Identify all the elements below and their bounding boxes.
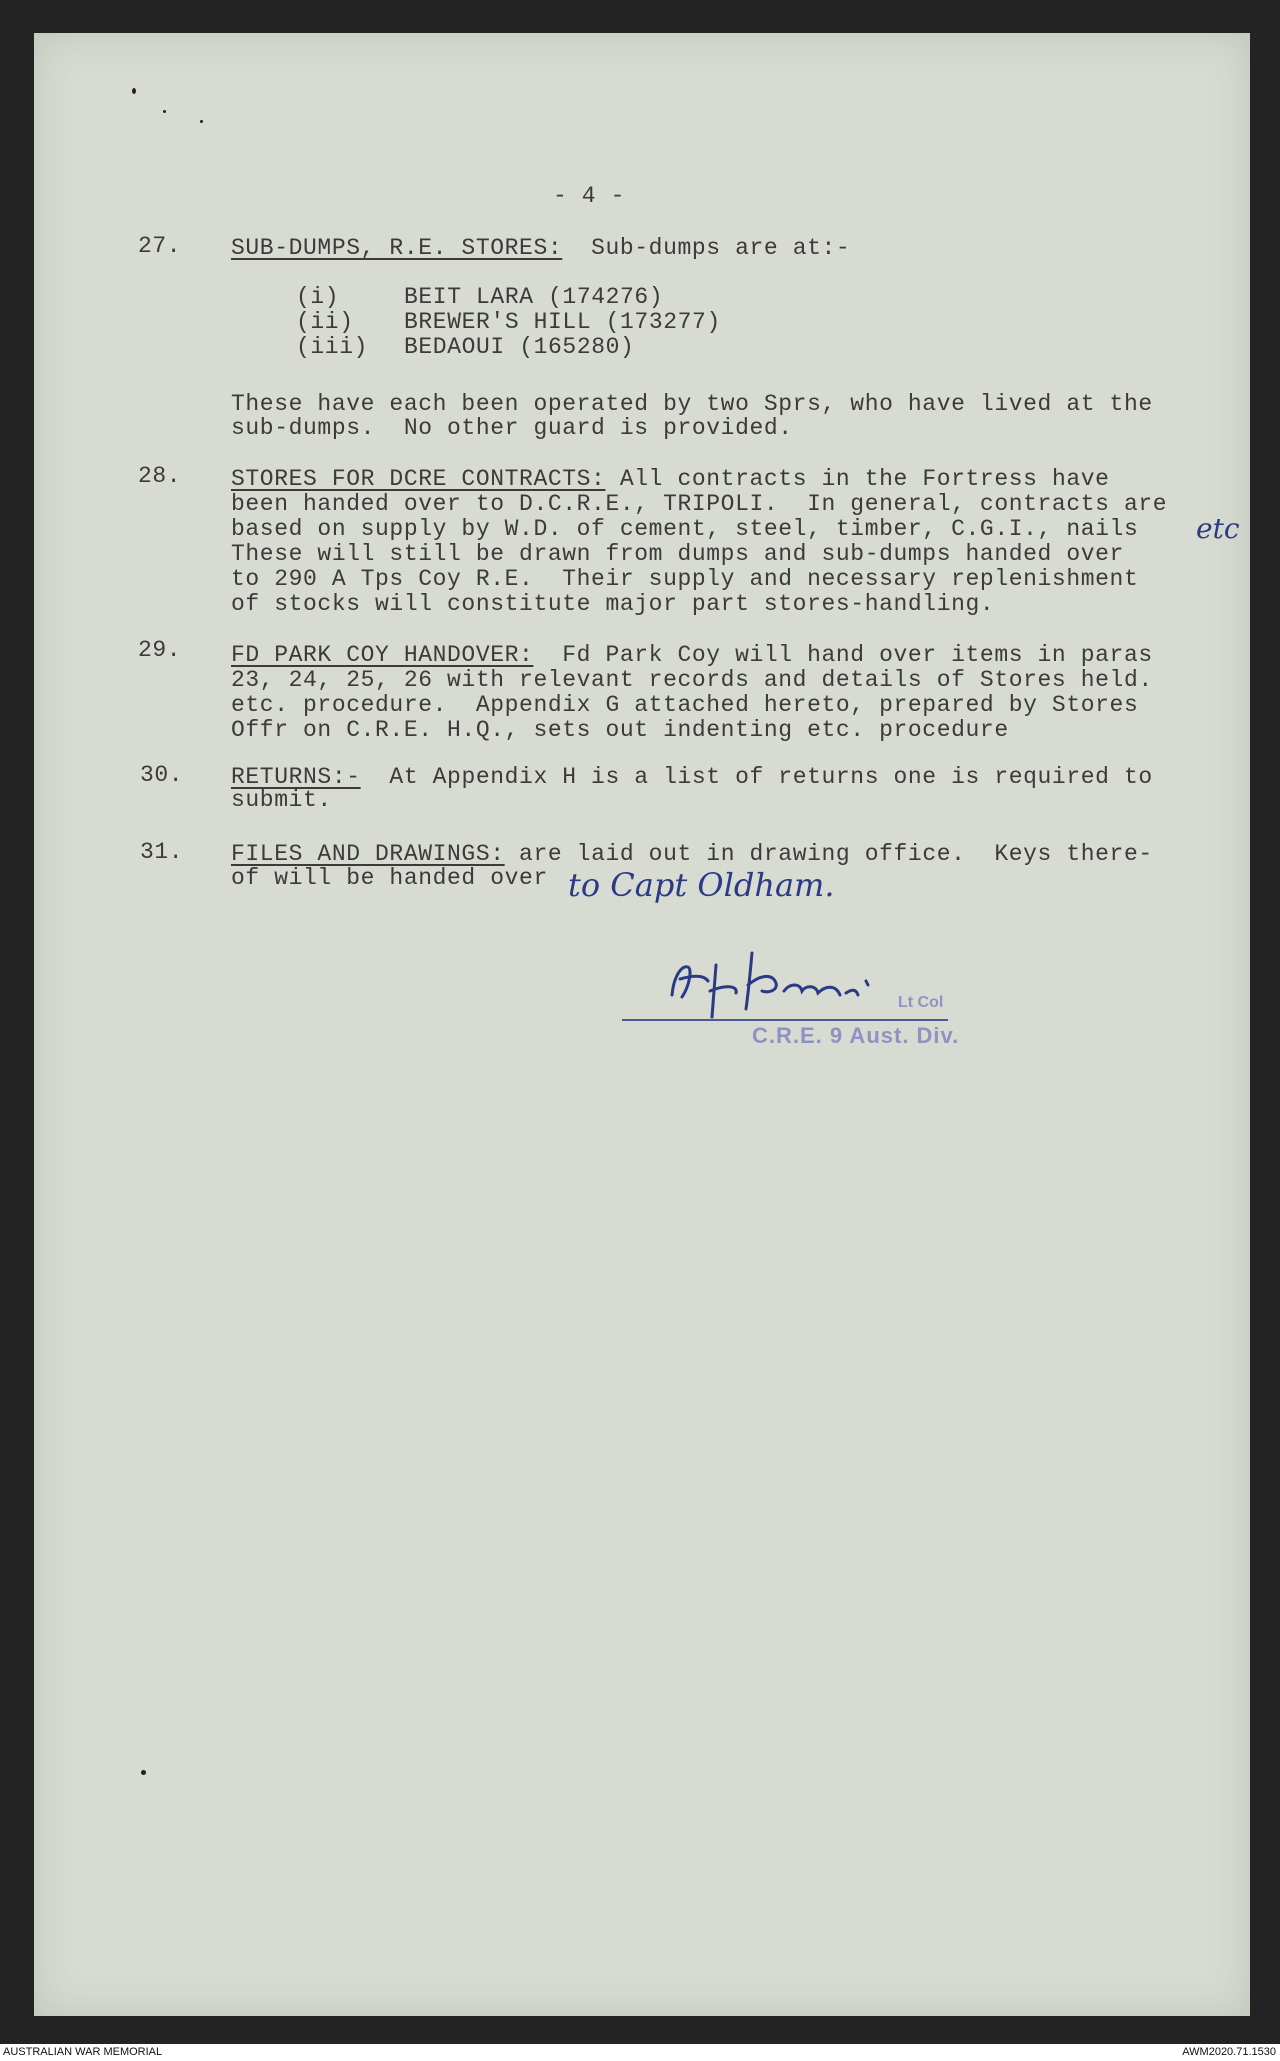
- paper-speck: [163, 110, 166, 113]
- footer-bar: [0, 2044, 1280, 2061]
- paragraph-heading: RETURNS:-: [231, 764, 361, 790]
- handwritten-note: etc: [1196, 512, 1240, 545]
- body-line: submit.: [231, 787, 332, 813]
- paragraph-lead: Sub-dumps are at:-: [562, 235, 851, 261]
- paragraph-30-line: [231, 765, 1153, 790]
- signature-line: [622, 1019, 948, 1021]
- paragraph-number: 27.: [138, 233, 182, 259]
- list-item-index: (ii): [296, 309, 354, 335]
- list-item-text: BREWER'S HILL (173277): [404, 309, 721, 335]
- paragraph-lead: All contracts in the Fortress have: [605, 466, 1110, 492]
- paragraph-31-line: [231, 842, 1153, 867]
- paragraph-number: 29.: [138, 637, 182, 663]
- paragraph-28-line: [231, 467, 1110, 492]
- body-line: These will still be drawn from dumps and sub-dumps handed over: [231, 541, 1124, 567]
- signature-mark: [660, 945, 900, 1025]
- paragraph-lead: At Appendix H is a list of returns one is required to: [360, 764, 1153, 790]
- unit-stamp: C.R.E. 9 Aust. Div.: [752, 1023, 960, 1048]
- paper-speck: [132, 88, 136, 94]
- page-number: - 4 -: [553, 183, 626, 209]
- footer-accession-number: AWM2020.71.1530: [1182, 2046, 1276, 2058]
- body-line: 23, 24, 25, 26 with relevant records and details of Stores held.: [231, 667, 1153, 693]
- list-item-index: (i): [296, 284, 340, 310]
- paragraph-lead: are laid out in drawing office. Keys there-: [504, 841, 1153, 867]
- list-item-text: BEDAOUI (165280): [404, 334, 635, 360]
- footer-institution: AUSTRALIAN WAR MEMORIAL: [3, 2046, 163, 2058]
- paragraph-heading: SUB-DUMPS, R.E. STORES:: [231, 235, 563, 261]
- paragraph-27-line: [231, 236, 850, 261]
- paragraph-number: 28.: [138, 463, 182, 489]
- paper-speck: [200, 120, 203, 123]
- paragraph-number: 30.: [140, 762, 184, 788]
- body-line: These have each been operated by two Sprs, who have lived at the: [231, 391, 1153, 417]
- body-line: sub-dumps. No other guard is provided.: [231, 415, 793, 441]
- stamp-rank: Lt Col: [898, 994, 944, 1011]
- body-line: been handed over to D.C.R.E., TRIPOLI. In general, contracts are: [231, 491, 1168, 517]
- body-line: to 290 A Tps Coy R.E. Their supply and necessary replenishment: [231, 566, 1139, 592]
- paragraph-number: 31.: [140, 839, 184, 865]
- paragraph-heading: FD PARK COY HANDOVER:: [231, 642, 534, 668]
- paragraph-29-line: [231, 643, 1153, 668]
- body-line: Offr on C.R.E. H.Q., sets out indenting etc. procedure: [231, 717, 1009, 743]
- body-line: of will be handed over: [231, 865, 548, 891]
- paper-speck: [141, 1770, 146, 1775]
- body-line: based on supply by W.D. of cement, steel, timber, C.G.I., nails: [231, 516, 1139, 542]
- paragraph-heading: STORES FOR DCRE CONTRACTS:: [231, 466, 606, 492]
- paragraph-heading: FILES AND DRAWINGS:: [231, 841, 505, 867]
- body-line: of stocks will constitute major part stores-handling.: [231, 591, 995, 617]
- list-item-text: BEIT LARA (174276): [404, 284, 664, 310]
- handwritten-note: to Capt Oldham.: [568, 866, 835, 904]
- body-line: etc. procedure. Appendix G attached hereto, prepared by Stores: [231, 692, 1139, 718]
- list-item-index: (iii): [296, 334, 369, 360]
- paragraph-lead: Fd Park Coy will hand over items in paras: [533, 642, 1153, 668]
